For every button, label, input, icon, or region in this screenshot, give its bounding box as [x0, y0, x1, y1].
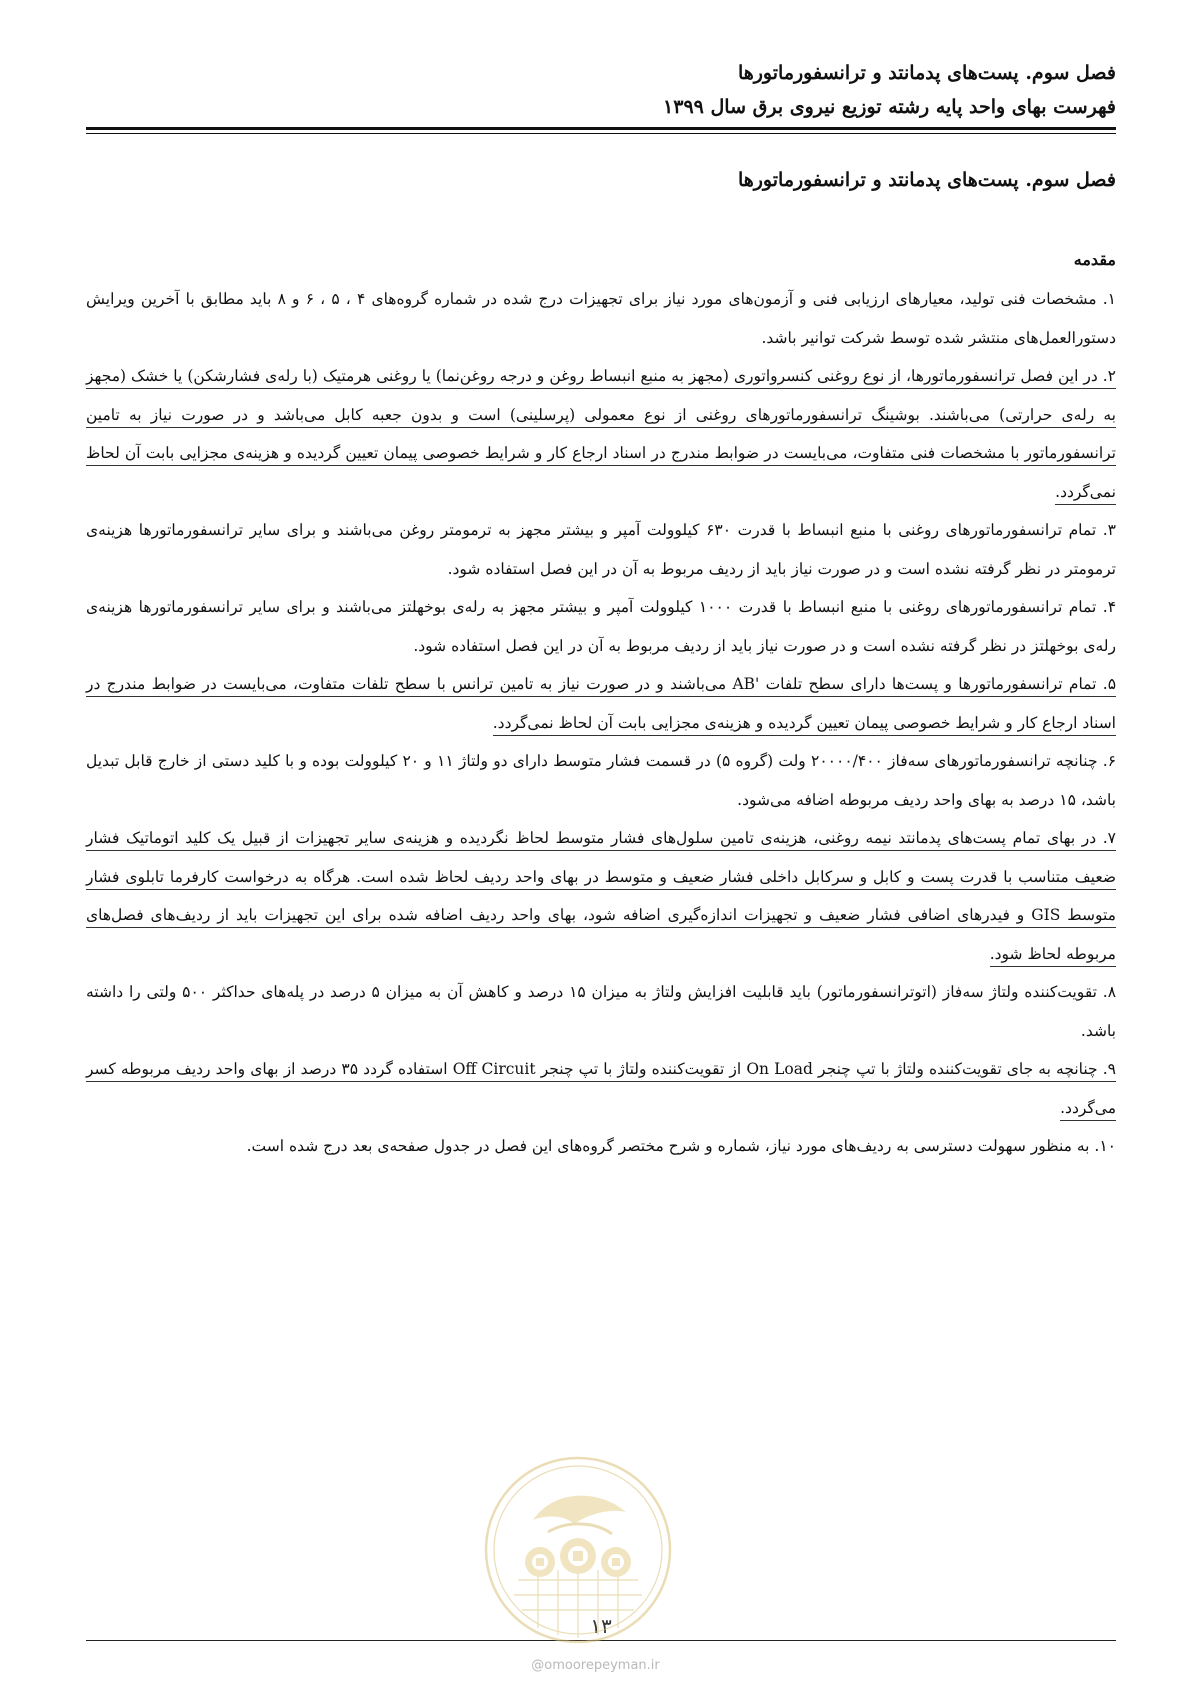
paragraph-5: ۵. تمام ترانسفورماتورها و پست‌ها دارای سطح تلفات 'AB می‌باشند و در صورت نیاز به تامین ترانس با سطح تلفات متفاوت، می‌بایست در ضوابط مندرج در اسناد ارجاع کار و شرایط خصوصی پیمان تعیین گردیده و هزینه‌ی مجزایی بابت آن لحاظ نمی‌گردد. — [86, 665, 1116, 742]
paragraph-4: ۴. تمام ترانسفورماتورهای روغنی با منبع انبساط با قدرت ۱۰۰۰ کیلوولت آمپر و بیشتر مجهز به رله‌ی بوخهلتز می‌باشند و برای سایر ترانسفورماتورها هزینه‌ی رله‌ی بوخهلتز در نظر گرفته نشده است و در صورت نیاز باید از ردیف مربوط به آن در این فصل استفاده شود. — [86, 598, 1117, 655]
header-rule-thin — [86, 133, 1116, 134]
paragraph-6: ۶. چنانچه ترانسفورماتورهای سه‌فاز ۲۰۰۰۰/۴۰۰ ولت (گروه ۵) در قسمت فشار متوسط دارای دو ولتاژ ۱۱ و ۲۰ کیلوولت بوده و با کلید دستی از خارج قابل تبدیل باشد، ۱۵ درصد به بهای واحد ردیف مربوطه اضافه می‌شود. — [86, 752, 1117, 809]
paragraph-9: ۹. چنانچه به جای تقویت‌کننده ولتاژ با تپ چنجر On Load از تقویت‌کننده ولتاژ با تپ چنجر Off Circuit استفاده گردد ۳۵ درصد از بهای واحد ردیف مربوطه کسر می‌گردد. — [86, 1050, 1116, 1127]
paragraph-7: ۷. در بهای تمام پست‌های پدمانتد نیمه روغنی، هزینه‌ی تامین سلول‌های فشار متوسط لحاظ نگردیده و هزینه‌ی سایر تجهیزات از قبیل یک کلید اتوماتیک فشار ضعیف متناسب با قدرت پست و کابل و سرکابل داخلی فشار ضعیف و متوسط در بهای واحد ردیف لحاظ شده است. هرگاه به درخواست کارفرما تابلوی فشار متوسط GIS و فیدرهای اضافی فشار ضعیف و تجهیزات اندازه‌گیری اضافه شود، بهای واحد ردیف اضافه شده برای این تجهیزات باید از ردیف‌های فصل‌های مربوطه لحاظ شود. — [86, 819, 1116, 973]
paragraph-3: ۳. تمام ترانسفورماتورهای روغنی با منبع انبساط با قدرت ۶۳۰ کیلوولت آمپر و بیشتر مجهز به ترمومتر روغن می‌باشند و برای سایر ترانسفورماتورها هزینه‌ی ترمومتر در نظر گرفته نشده است و در صورت نیاز باید از ردیف مربوط به آن در این فصل استفاده شود. — [86, 521, 1116, 578]
intro-paragraphs — [86, 280, 1116, 1166]
paragraph-8: ۸. تقویت‌کننده ولتاژ سه‌فاز (اتوترانسفورماتور) باید قابلیت افزایش ولتاژ به میزان ۱۵ درصد و کاهش آن به میزان ۵ درصد در پله‌های حداکثر ۵۰۰ ولتی را داشته باشد. — [86, 983, 1117, 1040]
footer-url: @omoorepeyman.ir — [531, 1658, 660, 1673]
document-page — [86, 0, 1116, 1684]
seal-logo-icon — [478, 1450, 678, 1650]
paragraph-10: ۱۰. به منظور سهولت دسترسی به ردیف‌های مورد نیاز، شماره و شرح مختصر گروه‌های این فصل در جدول صفحه‌ی بعد درج شده است. — [246, 1137, 1116, 1155]
header-document-line: فهرست بهای واحد پایه رشته توزیع نیروی برق سال ۱۳۹۹ — [663, 96, 1116, 118]
intro-heading: مقدمه — [1073, 250, 1116, 269]
header-rule-thick — [86, 127, 1116, 130]
header-chapter-line: فصل سوم. پست‌های پدمانتد و ترانسفورماتورها — [737, 62, 1116, 84]
paragraph-1: ۱. مشخصات فنی تولید، معیارهای ارزیابی فنی و آزمون‌های مورد نیاز برای تجهیزات درج شده در شماره گروه‌های ۴ ، ۵ ، ۶ و ۸ باید مطابق با آخرین ویرایش دستورالعمل‌های منتشر شده توسط شرکت توانیر باشد. — [86, 290, 1116, 347]
paragraph-2: ۲. در این فصل ترانسفورماتورها، از نوع روغنی کنسرواتوری (مجهز به منبع انبساط روغن و درجه روغن‌نما) یا روغنی هرمتیک (با رله‌ی فشارشکن) یا خشک (مجهز به رله‌ی حرارتی) می‌باشند. بوشینگ ترانسفورماتورهای روغنی از نوع معمولی (پرسلینی) است و بدون جعبه کابل می‌باشد و در صورت نیاز به تامین ترانسفورماتور با مشخصات فنی متفاوت، می‌بایست در ضوابط مندرج در اسناد ارجاع کار و شرایط خصوصی پیمان تعیین گردیده و هزینه‌ی مجزایی بابت آن لحاظ نمی‌گردد. — [86, 357, 1116, 511]
chapter-title: فصل سوم. پست‌های پدمانتد و ترانسفورماتورها — [737, 169, 1116, 191]
running-header — [86, 56, 1116, 124]
page-number: ۱۳ — [590, 1614, 612, 1638]
